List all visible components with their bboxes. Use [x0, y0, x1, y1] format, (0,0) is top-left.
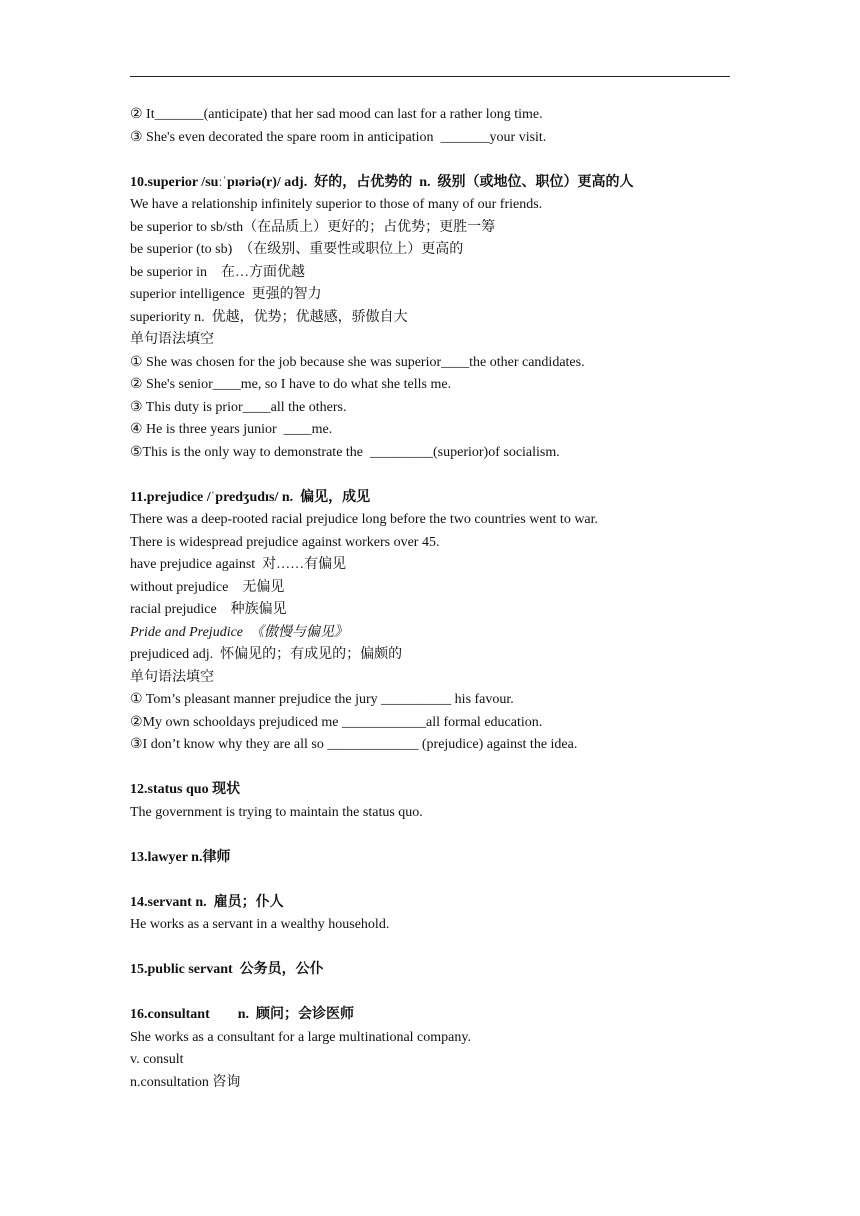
paragraph-gap	[130, 869, 770, 892]
entry-heading-status-quo: 12.status quo 现状	[130, 782, 241, 797]
exercise-line: ② She's senior____me, so I have to do what she tells me.	[130, 377, 452, 392]
header-rule	[130, 76, 730, 77]
usage-note: be superior in 在…方面优越	[130, 264, 305, 280]
example-sentence: There is widespread prejudice against workers over 45.	[130, 534, 440, 550]
paragraph-gap	[130, 982, 770, 1005]
usage-note: prejudiced adj. 怀偏见的；有成见的；偏颇的	[130, 647, 403, 662]
example-sentence: He works as a servant in a wealthy household.	[130, 917, 390, 932]
paragraph-gap	[130, 757, 770, 780]
document-body	[130, 104, 770, 1094]
usage-note: racial prejudice 种族偏见	[130, 602, 287, 617]
usage-note: n.consultation 咨询	[130, 1074, 241, 1090]
entry-heading-public-servant: 15.public servant 公务员，公仆	[130, 962, 324, 977]
usage-note: superiority n. 优越，优势；优越感，骄傲自大	[130, 309, 408, 325]
exercise-line: ④ He is three years junior ____me.	[130, 422, 333, 437]
usage-note: have prejudice against 对……有偏见	[130, 557, 347, 572]
paragraph-gap	[130, 937, 770, 960]
example-sentence: She works as a consultant for a large multinational company.	[130, 1029, 471, 1045]
paragraph-gap	[130, 824, 770, 847]
entry-heading-prejudice: 11.prejudice /ˈpredʒudɪs/ n. 偏见，成见	[130, 489, 371, 505]
usage-note: be superior to sb/sth（在品质上）更好的；占优势；更胜一筹	[130, 219, 496, 235]
example-sentence: The government is trying to maintain the status quo.	[130, 804, 423, 820]
entry-heading-consultant: 16.consultant n. 顾问；会诊医师	[130, 1007, 355, 1022]
usage-note: superior intelligence 更强的智力	[130, 287, 322, 302]
entry-heading-lawyer: 13.lawyer n.律师	[130, 849, 231, 865]
book-title-note: Pride and Prejudice 《傲慢与偏见》	[130, 624, 349, 640]
paragraph-gap	[130, 464, 770, 487]
usage-note: without prejudice 无偏见	[130, 579, 285, 595]
exercise-title: 单句语法填空	[130, 669, 214, 685]
exercise-line: ③ This duty is prior____all the others.	[130, 399, 347, 415]
exercise-line: ③I don’t know why they are all so _____________ (prejudice) against the idea.	[130, 737, 578, 752]
exercise-title: 单句语法填空	[130, 332, 214, 347]
entry-heading-servant: 14.servant n. 雇员；仆人	[130, 894, 284, 910]
exercise-line: ① She was chosen for the job because she was superior____the other candidates.	[130, 354, 585, 370]
example-sentence: We have a relationship infinitely superior to those of many of our friends.	[130, 197, 543, 212]
exercise-line: ③ She's even decorated the spare room in anticipation _______your visit.	[130, 129, 547, 145]
example-sentence: There was a deep-rooted racial prejudice long before the two countries went to war.	[130, 512, 599, 527]
paragraph-gap	[130, 149, 770, 172]
exercise-line: ② It_______(anticipate) that her sad mood can last for a rather long time.	[130, 107, 543, 122]
exercise-line: ②My own schooldays prejudiced me ____________all formal education.	[130, 714, 543, 730]
usage-note: v. consult	[130, 1052, 184, 1067]
entry-heading-superior: 10.superior /suːˈpɪəriə(r)/ adj. 好的，占优势的 n. 级别（或地位、职位）更高的人	[130, 174, 634, 190]
exercise-line: ① Tom’s pleasant manner prejudice the jury __________ his favour.	[130, 692, 514, 707]
exercise-line: ⑤This is the only way to demonstrate the _________(superior)of socialism.	[130, 444, 560, 460]
usage-note: be superior (to sb) （在级别、重要性或职位上）更高的	[130, 242, 464, 257]
